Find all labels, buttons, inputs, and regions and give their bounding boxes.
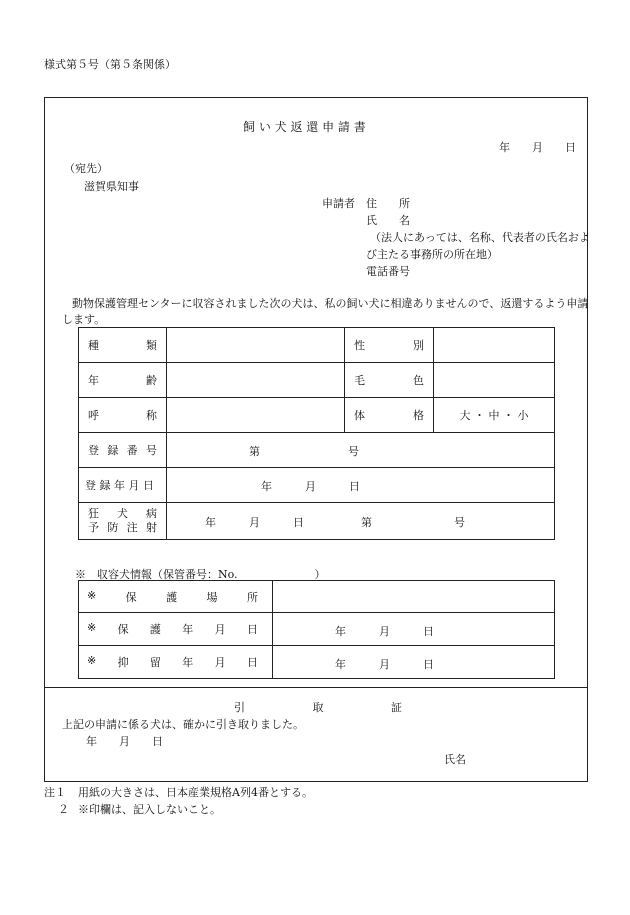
table-row <box>79 503 555 540</box>
sex-field[interactable] <box>434 328 555 363</box>
note1-label: 注１ <box>44 786 66 799</box>
kind-field[interactable] <box>167 328 345 363</box>
registration-number-dai: 第 <box>249 445 260 458</box>
table-row <box>79 363 555 398</box>
applicant-address-label: 住 所 <box>366 197 410 210</box>
addressee-name: 滋賀県知事 <box>84 180 139 193</box>
detention-date-field[interactable] <box>273 646 555 679</box>
table-row <box>79 646 555 679</box>
age-field[interactable] <box>167 363 345 398</box>
rabies-go: 号 <box>454 516 465 529</box>
size-options[interactable]: 大 ・ 中 ・ 小 <box>434 398 555 433</box>
form-title: 飼 い 犬 返 還 申 請 書 <box>243 120 366 134</box>
applicant-name-label: 氏 名 <box>366 214 410 227</box>
receipt-date: 年 月 日 <box>86 735 163 748</box>
dog-info-table <box>78 327 555 540</box>
registration-number-go: 号 <box>348 445 359 458</box>
detention-date-value: 年 月 日 <box>335 658 434 671</box>
rabies-vaccination-label: 狂 犬 病 予 防 注 射 <box>79 503 167 540</box>
registration-date-label: 登 録 年 月 日 <box>79 468 167 503</box>
corporate-note-line2: び主たる事務所の所在地） <box>366 248 498 261</box>
receipt-divider <box>45 687 587 688</box>
statement-line1: 動物保護管理センターに収容されました次の犬は、私の飼い犬に相違ありませんので、返還するよう申請 <box>72 297 589 310</box>
protection-date-value: 年 月 日 <box>335 625 434 638</box>
protection-date-label: ※ 保 護 年 月 日 <box>79 613 273 646</box>
corporate-note-line1: （法人にあっては、名称、代表者の氏名およ <box>370 231 590 244</box>
note2-text: ※印欄は、記入しないこと。 <box>78 803 221 816</box>
custody-info-table <box>78 580 555 679</box>
table-row <box>79 613 555 646</box>
registration-number-label: 登 録 番 号 <box>79 433 167 468</box>
coat-label: 毛 色 <box>345 363 434 398</box>
table-row <box>79 468 555 503</box>
form-number: 様式第５号（第５条関係） <box>44 58 176 71</box>
table-row <box>79 433 555 468</box>
receipt-name-label: 氏名 <box>444 753 466 766</box>
call-name-label: 呼 称 <box>79 398 167 433</box>
applicant-phone-label: 電話番号 <box>366 265 410 278</box>
note1-text: 用紙の大きさは、日本産業規格A列4番とする。 <box>78 786 313 799</box>
rabies-dai: 第 <box>361 516 372 529</box>
receipt-title: 引 取 証 <box>234 701 402 714</box>
sex-label: 性 別 <box>345 328 434 363</box>
protection-place-label: ※ 保 護 場 所 <box>79 581 273 613</box>
applicant-label: 申請者 <box>322 197 355 210</box>
rabies-date: 年 月 日 <box>205 516 304 529</box>
statement-line2: します。 <box>62 313 106 326</box>
addressee-prefix: （宛先） <box>64 162 108 175</box>
age-label: 年 齢 <box>79 363 167 398</box>
submission-date: 年 月 日 <box>499 141 576 154</box>
kind-label: 種 類 <box>79 328 167 363</box>
table-row <box>79 328 555 363</box>
size-label: 体 格 <box>345 398 434 433</box>
protection-place-field[interactable] <box>273 581 555 613</box>
table-row <box>79 398 555 433</box>
rabies-vaccination-field[interactable] <box>167 503 555 540</box>
registration-number-field[interactable] <box>167 433 555 468</box>
registration-date-field[interactable] <box>167 468 555 503</box>
note2-label: ２ <box>58 803 69 816</box>
table-row <box>79 581 555 613</box>
protection-date-field[interactable] <box>273 613 555 646</box>
detention-date-label: ※ 抑 留 年 月 日 <box>79 646 273 679</box>
registration-date-value: 年 月 日 <box>261 480 360 493</box>
coat-field[interactable] <box>434 363 555 398</box>
call-name-field[interactable] <box>167 398 345 433</box>
custody-info-heading: ※ 収容犬情報（保管番号：No. ） <box>75 568 326 581</box>
receipt-statement: 上記の申請に係る犬は、確かに引き取りました。 <box>62 718 304 731</box>
